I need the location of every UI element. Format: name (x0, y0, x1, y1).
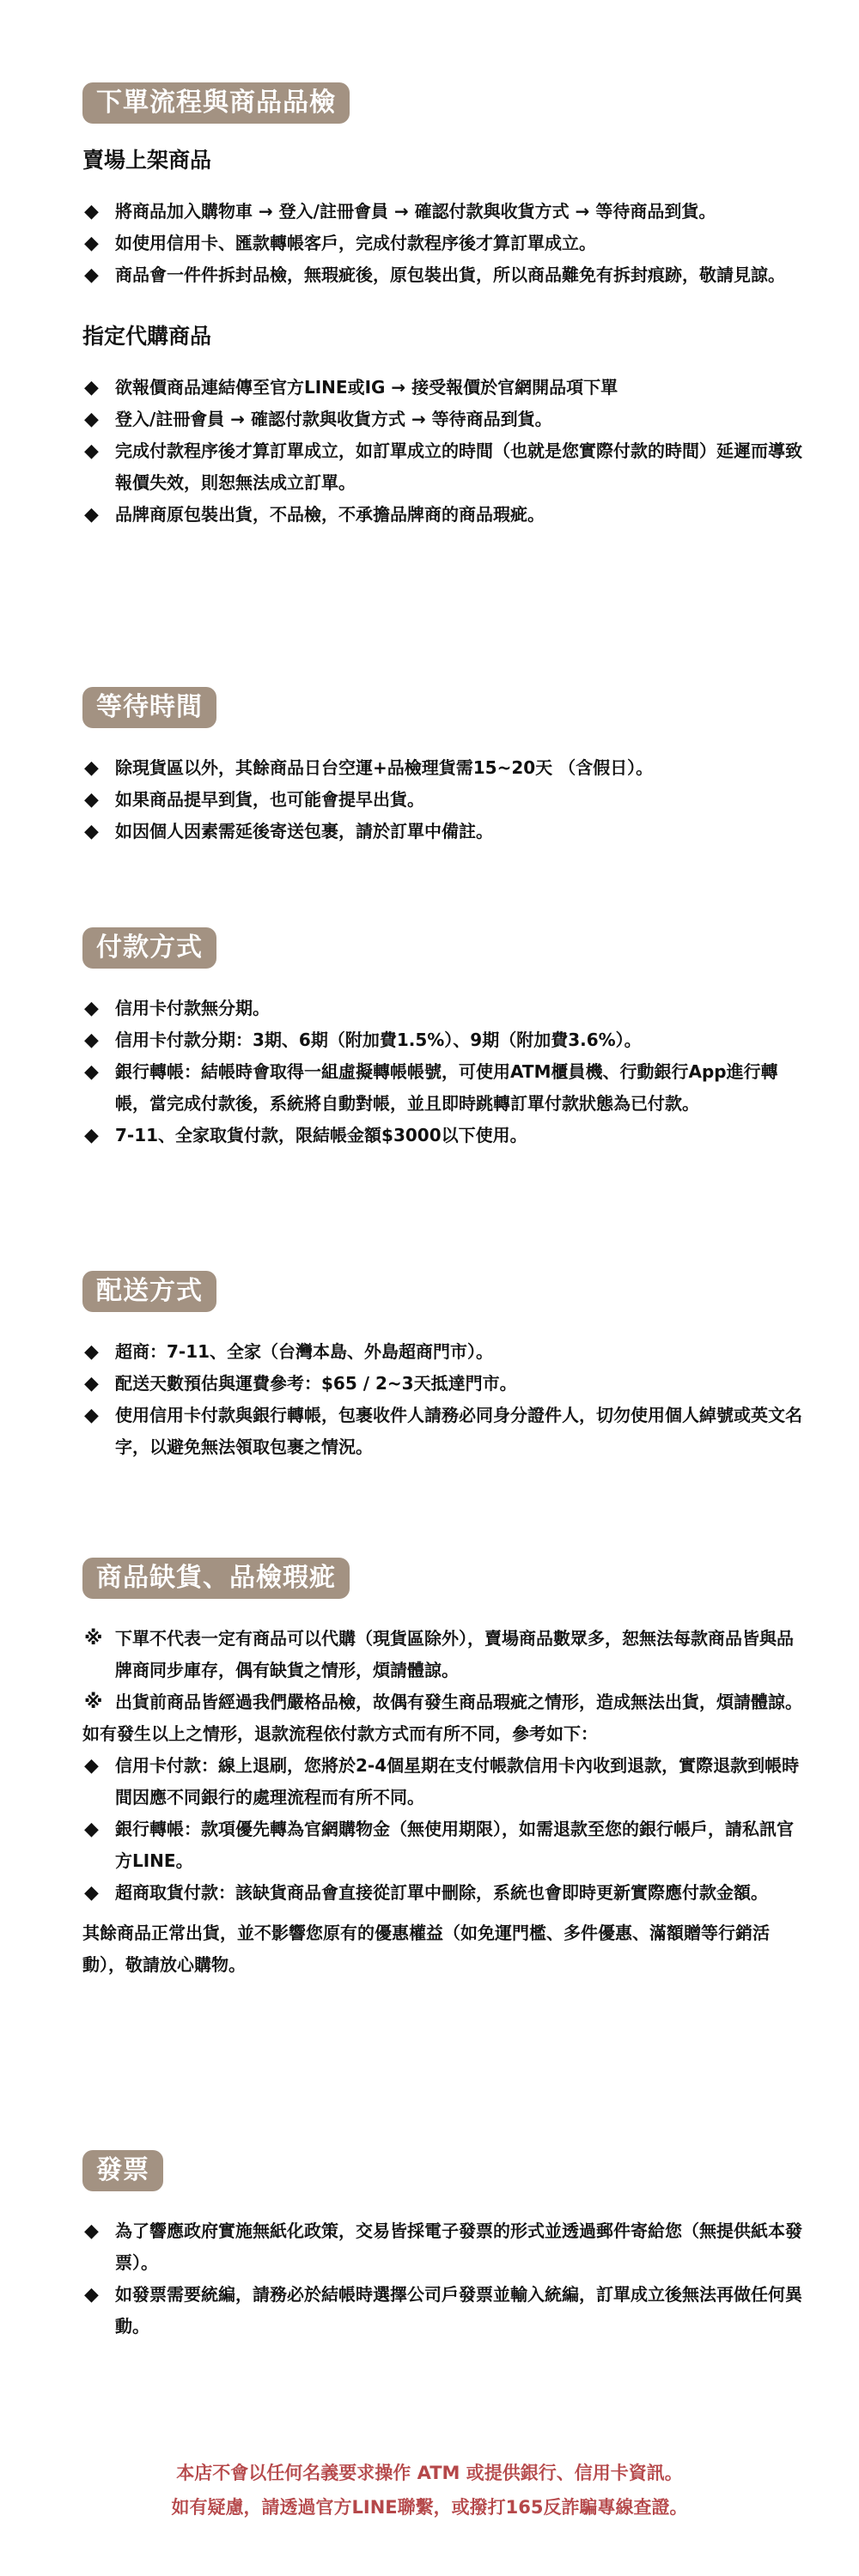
list-item: ◆ 如因個人因素需延後寄送包裹，請於訂單中備註。 (82, 816, 804, 848)
footer-line-2: 如有疑慮，請透過官方LINE聯繫，或撥打165反詐騙專線查證。 (171, 2497, 688, 2518)
list-item: ※ 出貨前商品皆經過我們嚴格品檢，故偶有發生商品瑕疵之情形，造成無法出貨，煩請體諒。 (82, 1686, 804, 1718)
list-item: ◆ 登入/註冊會員 → 確認付款與收貨方式 → 等待商品到貨。 (82, 404, 804, 435)
list-item: ◆ 超商：7-11、全家（台灣本島、外島超商門市）。 (82, 1336, 804, 1368)
diamond-bullet-icon: ◆ (84, 1061, 99, 1083)
list-item: ◆ 為了響應政府實施無紙化政策，交易皆採電子發票的形式並透過郵件寄給您（無提供紙本發票）。 (82, 2215, 804, 2279)
section-stockout-defects (82, 1558, 804, 1981)
defect-notes-list (82, 1623, 804, 1718)
list-item: ◆ 使用信用卡付款與銀行轉帳，包裹收件人請務必同身分證件人，切勿使用個人綽號或英文名字，以避免無法領取包裹之情況。 (82, 1400, 804, 1463)
diamond-bullet-icon: ◆ (84, 233, 99, 254)
payment-list (82, 993, 804, 1151)
refund-methods-list (82, 1750, 804, 1909)
diamond-bullet-icon: ◆ (84, 2221, 99, 2242)
section-invoice (82, 2150, 804, 2342)
list-item: ◆ 如發票需要統編，請務必於結帳時選擇公司戶發票並輸入統編，訂單成立後無法再做任何異動。 (82, 2279, 804, 2342)
list-item: ◆ 超商取貨付款：該缺貨商品會直接從訂單中刪除，系統也會即時更新實際應付款金額。 (82, 1877, 804, 1909)
footer-fraud-warning (0, 2456, 859, 2524)
list-item: ※ 下單不代表一定有商品可以代購（現貨區除外），賣場商品數眾多，恕無法每款商品皆與品牌商同步庫存，偶有缺貨之情形，煩請體諒。 (82, 1623, 804, 1686)
proxy-products-list (82, 372, 804, 531)
list-item: ◆ 配送天數預估與運費參考：$65 / 2~3天抵達門市。 (82, 1368, 804, 1400)
list-item: ◆ 完成付款程序後才算訂單成立，如訂單成立的時間（也就是您實際付款的時間）延遲而導致報價失效，則恕無法成立訂單。 (82, 435, 804, 499)
list-item: ◆ 品牌商原包裝出貨，不品檢，不承擔品牌商的商品瑕疵。 (82, 499, 804, 531)
subtitle-store-products: 賣場上架商品 (82, 148, 212, 173)
diamond-bullet-icon: ◆ (84, 1819, 99, 1840)
diamond-bullet-icon: ◆ (84, 201, 99, 222)
diamond-bullet-icon: ◆ (84, 998, 99, 1019)
waiting-time-list (82, 752, 804, 848)
diamond-bullet-icon: ◆ (84, 504, 99, 526)
reference-mark-icon: ※ (84, 1628, 103, 1649)
diamond-bullet-icon: ◆ (84, 1882, 99, 1904)
diamond-bullet-icon: ◆ (84, 377, 99, 398)
section-title-invoice: 發票 (82, 2150, 163, 2191)
section-payment (82, 927, 804, 1151)
diamond-bullet-icon: ◆ (84, 1341, 99, 1363)
section-title-stockout-defects: 商品缺貨、品檢瑕疵 (82, 1558, 350, 1599)
diamond-bullet-icon: ◆ (84, 757, 99, 779)
diamond-bullet-icon: ◆ (84, 1125, 99, 1146)
section-title-payment: 付款方式 (82, 927, 216, 969)
diamond-bullet-icon: ◆ (84, 1030, 99, 1051)
section-title-shipping: 配送方式 (82, 1271, 216, 1312)
shipping-list (82, 1336, 804, 1463)
refund-intro: 如有發生以上之情形，退款流程依付款方式而有所不同，參考如下： (82, 1723, 598, 1744)
list-item: ◆ 欲報價商品連結傳至官方LINE或IG → 接受報價於官網開品項下單 (82, 372, 804, 404)
list-item: ◆ 將商品加入購物車 → 登入/註冊會員 → 確認付款與收貨方式 → 等待商品到貨。 (82, 196, 804, 228)
list-item: ◆ 銀行轉帳：結帳時會取得一組虛擬轉帳帳號，可使用ATM櫃員機、行動銀行App進行轉帳，當完成付款後，系統將自動對帳，並且即時跳轉訂單付款狀態為已付款。 (82, 1056, 804, 1120)
list-item: ◆ 如使用信用卡、匯款轉帳客戶，完成付款程序後才算訂單成立。 (82, 228, 804, 259)
diamond-bullet-icon: ◆ (84, 789, 99, 811)
footer-line-1: 本店不會以任何名義要求操作 ATM 或提供銀行、信用卡資訊。 (176, 2463, 683, 2483)
diamond-bullet-icon: ◆ (84, 264, 99, 286)
section-shipping (82, 1271, 804, 1463)
diamond-bullet-icon: ◆ (84, 409, 99, 430)
list-item: ◆ 如果商品提早到貨，也可能會提早出貨。 (82, 784, 804, 816)
list-item: ◆ 信用卡付款：線上退刷，您將於2-4個星期在支付帳款信用卡內收到退款，實際退款到帳時間因應不同銀行的處理流程而有所不同。 (82, 1750, 804, 1814)
list-item: ◆ 銀行轉帳：款項優先轉為官網購物金（無使用期限），如需退款至您的銀行帳戶，請私訊官方LINE。 (82, 1814, 804, 1877)
subtitle-proxy-products: 指定代購商品 (82, 324, 212, 349)
list-item: ◆ 商品會一件件拆封品檢，無瑕疵後，原包裝出貨，所以商品難免有拆封痕跡，敬請見諒。 (82, 259, 804, 291)
section-waiting-time (82, 687, 804, 848)
reference-mark-icon: ※ (84, 1692, 103, 1713)
diamond-bullet-icon: ◆ (84, 1755, 99, 1777)
invoice-list (82, 2215, 804, 2342)
refund-closing-note: 其餘商品正常出貨，並不影響您原有的優惠權益（如免運門檻、多件優惠、滿額贈等行銷活動），敬請放心購物。 (82, 1923, 770, 1975)
diamond-bullet-icon: ◆ (84, 821, 99, 842)
diamond-bullet-icon: ◆ (84, 1373, 99, 1394)
store-products-list (82, 196, 804, 291)
diamond-bullet-icon: ◆ (84, 1405, 99, 1426)
list-item: ◆ 除現貨區以外，其餘商品日台空運+品檢理貨需15~20天 （含假日）。 (82, 752, 804, 784)
section-order-process (82, 82, 804, 531)
diamond-bullet-icon: ◆ (84, 440, 99, 462)
section-title-order-process: 下單流程與商品品檢 (82, 82, 350, 124)
list-item: ◆ 信用卡付款無分期。 (82, 993, 804, 1024)
section-title-waiting-time: 等待時間 (82, 687, 216, 728)
list-item: ◆ 7-11、全家取貨付款，限結帳金額$3000以下使用。 (82, 1120, 804, 1151)
diamond-bullet-icon: ◆ (84, 2284, 99, 2306)
list-item: ◆ 信用卡付款分期：3期、6期（附加費1.5%）、9期（附加費3.6%）。 (82, 1024, 804, 1056)
